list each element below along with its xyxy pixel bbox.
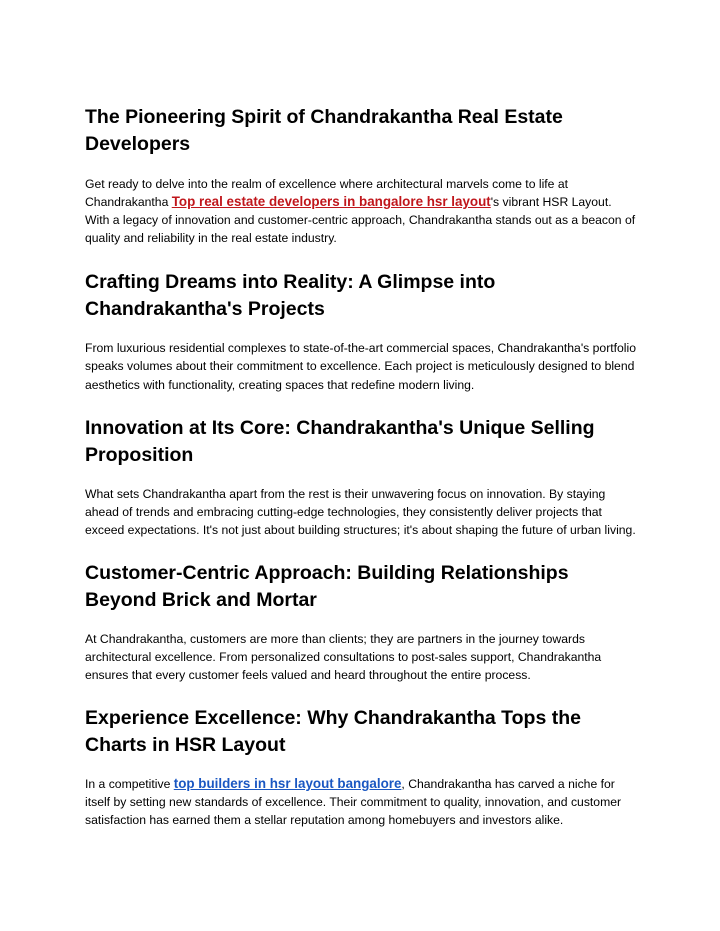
section-heading-pioneering-spirit: The Pioneering Spirit of Chandrakantha Real Estate Developers bbox=[85, 106, 563, 155]
section-heading-experience-excellence: Experience Excellence: Why Chandrakantha Tops the Charts in HSR Layout bbox=[85, 707, 581, 757]
section-paragraph-customer-centric: At Chandrakantha, customers are more than clients; they are partners in the journey towards architectural excellence. From personalized consultations to post-sales support, Chandrakantha ensures that every customer feels valued and heard throughout the entire process. bbox=[85, 631, 602, 683]
paragraph-text-after-link: , Chandrakantha has carved a niche for itself by setting new standards of excellence. Their commitment to quality, innovation, and customer satisfaction has earned them a stellar reputation among homebuyers and investors alike. bbox=[85, 777, 622, 828]
section-heading-innovation: Innovation at Its Core: Chandrakantha's Unique Selling Proposition bbox=[85, 416, 595, 466]
section-heading-customer-centric: Customer-Centric Approach: Building Relationships Beyond Brick and Mortar bbox=[85, 561, 569, 611]
paragraph-text-after-link: 's vibrant HSR Layout. With a legacy of innovation and customer-centric approach, Chandrakantha stands out as a beacon of quality and reliability in the real estate industry. bbox=[85, 195, 636, 246]
developers-hsr-layout-link[interactable]: Top real estate developers in bangalore hsr layout bbox=[171, 194, 491, 210]
section-heading-crafting-dreams: Crafting Dreams into Reality: A Glimpse into Chandrakantha's Projects bbox=[85, 271, 496, 321]
paragraph-text-before-link: Get ready to delve into the realm of excellence where architectural marvels come to life at Chandrakantha bbox=[85, 177, 568, 210]
document-page bbox=[85, 104, 637, 830]
top-builders-hsr-link[interactable]: top builders in hsr layout bangalore bbox=[173, 776, 402, 792]
section-paragraph-innovation: What sets Chandrakantha apart from the rest is their unwavering focus on innovation. By staying ahead of trends and embracing cutting-edge technologies, they consistently deliver projects that exceed expectations. It's not just about building structures; it's about shaping the future of urban living. bbox=[85, 486, 636, 537]
section-paragraph-crafting-dreams: From luxurious residential complexes to state-of-the-art commercial spaces, Chandrakantha's portfolio speaks volumes about their commitment to excellence. Each project is meticulously designed to blend aesthetics with functionality, creating spaces that redefine modern living. bbox=[85, 341, 637, 392]
paragraph-text-before-link: In a competitive bbox=[85, 777, 174, 792]
section-paragraph-experience-excellence bbox=[85, 775, 637, 829]
section-paragraph-pioneering-spirit bbox=[85, 175, 637, 247]
